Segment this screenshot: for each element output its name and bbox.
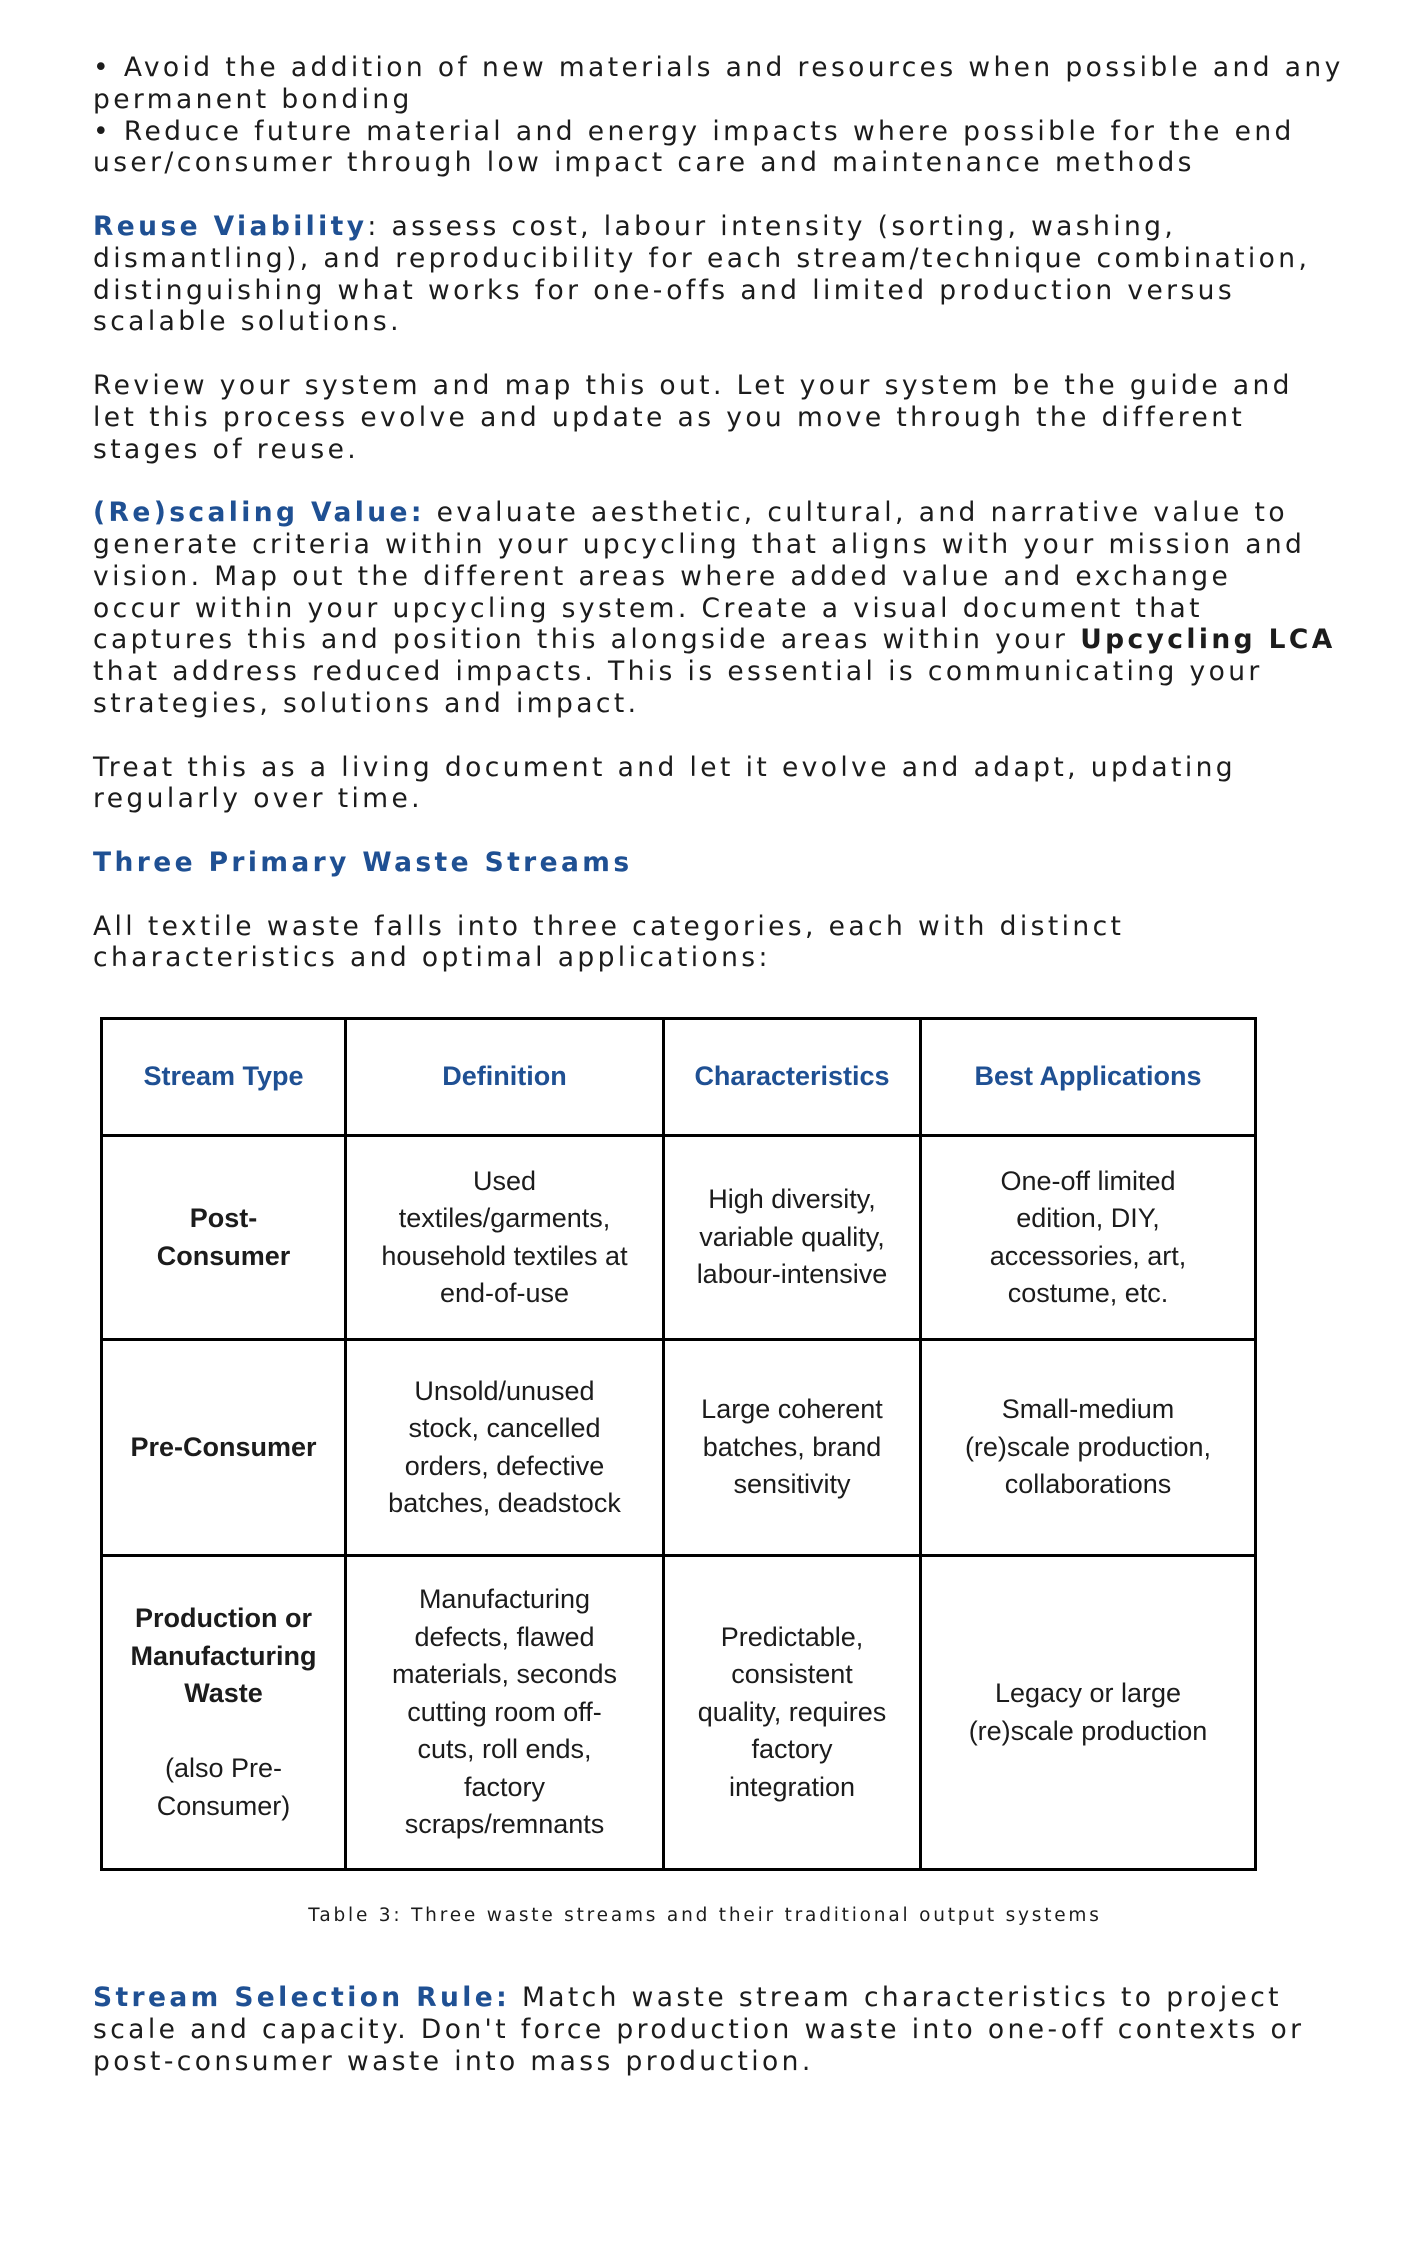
waste-streams-table bbox=[100, 1017, 1257, 1871]
reuse-viability-paragraph bbox=[93, 211, 1333, 338]
cell-line: end-of-use bbox=[439, 1278, 570, 1308]
cell-line: cutting room off- bbox=[407, 1696, 602, 1727]
cell-line: Large coherent bbox=[701, 1394, 883, 1425]
cell-line: Legacy or large bbox=[994, 1678, 1182, 1708]
cell-line: factory bbox=[751, 1734, 833, 1765]
table-row bbox=[102, 1340, 1256, 1556]
characteristics-cell bbox=[664, 1136, 921, 1340]
cell-line: textiles/garments, bbox=[398, 1203, 611, 1233]
stream-selection-rule-paragraph bbox=[93, 1982, 1304, 2077]
cell-line: Production or bbox=[135, 1603, 312, 1633]
table-row bbox=[102, 1136, 1256, 1340]
cell-line: Waste bbox=[184, 1678, 263, 1708]
paragraph-line: characteristics and optimal applications: bbox=[93, 942, 771, 974]
column-header: Best Applications bbox=[921, 1019, 1256, 1136]
characteristics-cell bbox=[664, 1556, 921, 1870]
bullet-item: • Reduce future material and energy impacts where possible for the end bbox=[93, 115, 1295, 147]
definition-cell bbox=[346, 1556, 664, 1870]
stream-type-cell bbox=[102, 1340, 346, 1556]
cell-line: Used bbox=[472, 1165, 537, 1196]
stream-type-cell bbox=[102, 1136, 346, 1340]
cell-line: Unsold/unused bbox=[414, 1375, 595, 1406]
reuse-viability-label: Reuse Viability bbox=[93, 210, 368, 242]
paragraph-line: scale and capacity. Don't force production waste into one-off contexts or bbox=[93, 2013, 1305, 2045]
bullet-item-continued: user/consumer through low impact care and maintenance methods bbox=[93, 147, 1195, 179]
paragraph-line: evaluate aesthetic, cultural, and narrative value to bbox=[424, 497, 1288, 529]
paragraph-line: generate criteria within your upcycling that aligns with your mission and bbox=[93, 528, 1306, 560]
cell-line: consistent bbox=[731, 1659, 853, 1690]
table-caption: Table 3: Three waste streams and their traditional output systems bbox=[308, 1905, 1102, 1926]
table-row bbox=[102, 1556, 1256, 1870]
paragraph-line: occur within your upcycling system. Create a visual document that bbox=[93, 592, 1203, 624]
cell-line: labour-intensive bbox=[696, 1259, 888, 1290]
document-body bbox=[93, 52, 1344, 974]
cell-line: Manufacturing bbox=[418, 1584, 591, 1615]
applications-cell bbox=[921, 1340, 1256, 1556]
upcycling-lca-term: Upcycling LCA bbox=[1080, 624, 1336, 656]
stream-selection-rule-label: Stream Selection Rule: bbox=[93, 1982, 511, 2013]
column-header: Definition bbox=[346, 1019, 664, 1136]
cell-line: Pre-Consumer bbox=[130, 1431, 317, 1462]
cell-line: orders, defective bbox=[404, 1450, 605, 1481]
paragraph-line: stages of reuse. bbox=[93, 433, 360, 465]
definition-cell bbox=[346, 1136, 664, 1340]
stream-type-note bbox=[119, 1750, 328, 1825]
section-heading: Three Primary Waste Streams bbox=[93, 846, 633, 878]
cell-line: accessories, art, bbox=[989, 1240, 1187, 1271]
cell-line: High diversity, bbox=[708, 1184, 876, 1215]
cell-line: collaborations bbox=[1004, 1469, 1172, 1500]
rescaling-value-paragraph bbox=[93, 497, 1336, 720]
bullet-item: • Avoid the addition of new materials and resources when possible and any bbox=[93, 52, 1344, 83]
cell-line: Manufacturing bbox=[130, 1640, 317, 1671]
paragraph-line: Review your system and map this out. Let your system be the guide and bbox=[93, 369, 1293, 401]
cell-line: (re)scale production bbox=[968, 1715, 1208, 1746]
cell-line: sensitivity bbox=[733, 1469, 851, 1500]
cell-line: household textiles at bbox=[381, 1240, 628, 1271]
paragraph-line: Match waste stream characteristics to project bbox=[510, 1982, 1282, 2013]
characteristics-cell bbox=[664, 1340, 921, 1556]
cell-line: quality, requires bbox=[697, 1696, 887, 1727]
cell-line: One-off limited bbox=[1000, 1165, 1176, 1196]
cell-line: Consumer bbox=[156, 1240, 291, 1271]
column-header: Stream Type bbox=[102, 1019, 346, 1136]
cell-line: batches, deadstock bbox=[388, 1488, 621, 1518]
cell-line: (also Pre- bbox=[164, 1753, 283, 1783]
paragraph-line: regularly over time. bbox=[93, 783, 424, 815]
cell-line: cuts, roll ends, bbox=[417, 1734, 592, 1765]
paragraph-line: that address reduced impacts. This is essential is communicating your bbox=[93, 656, 1263, 688]
definition-cell bbox=[346, 1340, 664, 1556]
bullet-list bbox=[93, 52, 1344, 179]
stream-type-cell bbox=[102, 1556, 346, 1870]
cell-line: edition, DIY, bbox=[1016, 1203, 1160, 1233]
cell-line: variable quality, bbox=[699, 1221, 885, 1252]
intro-paragraph bbox=[93, 911, 1333, 975]
paragraph-line: dismantling), and reproducibility for each stream/technique combination, bbox=[93, 242, 1311, 274]
applications-cell bbox=[921, 1556, 1256, 1870]
table-header-row bbox=[102, 1019, 1256, 1136]
cell-line: factory bbox=[463, 1771, 546, 1802]
paragraph-line: post-consumer waste into mass production. bbox=[93, 2045, 814, 2077]
cell-line: (re)scale production, bbox=[964, 1431, 1212, 1462]
cell-line: materials, seconds bbox=[391, 1659, 618, 1690]
paragraph-line: Treat this as a living document and let it evolve and adapt, updating bbox=[93, 751, 1237, 783]
paragraph-line: All textile waste falls into three categories, each with distinct bbox=[93, 910, 1125, 942]
rescaling-value-label: (Re)scaling Value: bbox=[93, 497, 425, 529]
cell-line: scraps/remnants bbox=[404, 1809, 605, 1840]
cell-line: Small-medium bbox=[1001, 1394, 1175, 1425]
column-header: Characteristics bbox=[664, 1019, 921, 1136]
cell-line: Consumer) bbox=[156, 1790, 291, 1821]
living-document-paragraph bbox=[93, 752, 1333, 816]
cell-line: Post- bbox=[189, 1203, 258, 1233]
paragraph-line: captures this and position this alongside areas within your bbox=[93, 624, 1081, 656]
paragraph-line: let this process evolve and update as you move through the different bbox=[93, 401, 1246, 433]
paragraph-line: scalable solutions. bbox=[93, 306, 402, 338]
cell-line: batches, brand bbox=[702, 1431, 882, 1462]
paragraph-line: strategies, solutions and impact. bbox=[93, 687, 640, 719]
applications-cell bbox=[921, 1136, 1256, 1340]
cell-line: stock, cancelled bbox=[408, 1413, 601, 1443]
cell-line: Predictable, bbox=[720, 1621, 864, 1652]
cell-line: integration bbox=[728, 1771, 856, 1802]
bullet-item-continued: permanent bonding bbox=[93, 83, 413, 115]
paragraph-line: : assess cost, labour intensity (sorting, washing, bbox=[367, 210, 1177, 242]
paragraph-line: vision. Map out the different areas where added value and exchange bbox=[93, 560, 1232, 592]
paragraph-line: distinguishing what works for one-offs and limited production versus bbox=[93, 274, 1236, 306]
cell-line: costume, etc. bbox=[1007, 1278, 1169, 1308]
review-paragraph bbox=[93, 370, 1333, 465]
cell-line: defects, flawed bbox=[414, 1621, 595, 1652]
